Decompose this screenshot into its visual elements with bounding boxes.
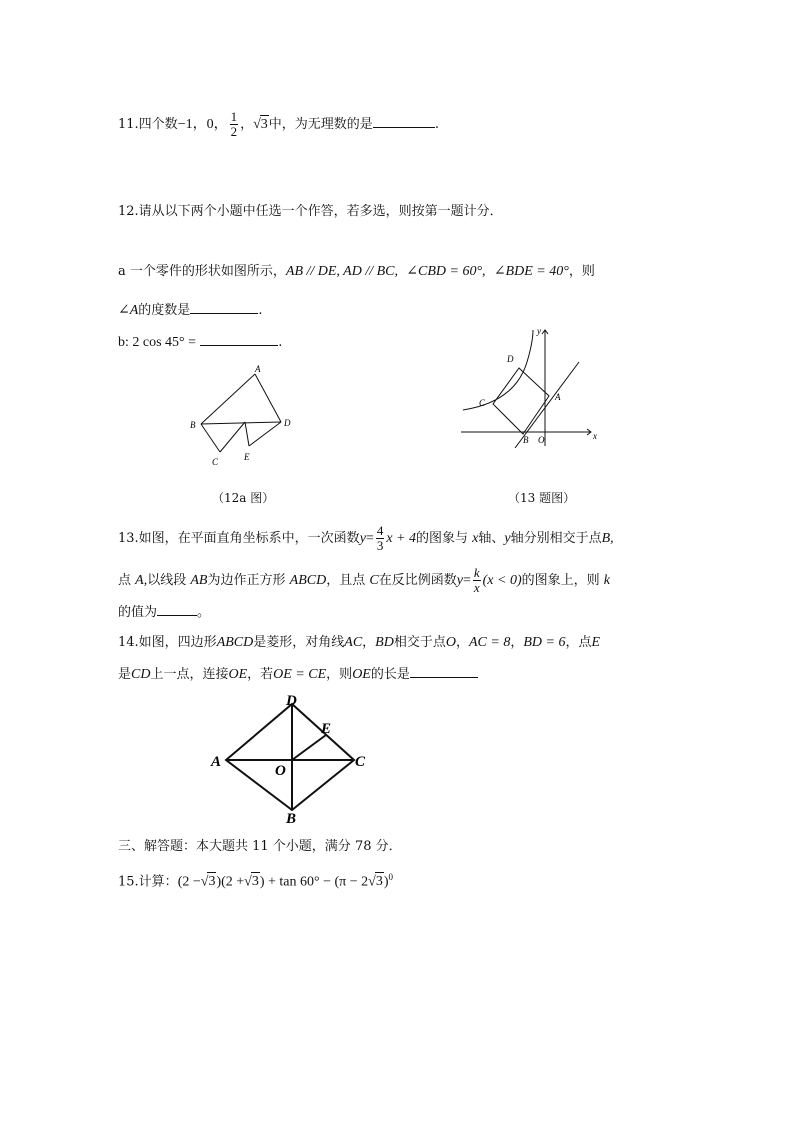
q14-l1-d: 相交于点: [393, 635, 446, 650]
q11-suffix: 中，为无理数的是: [268, 117, 373, 132]
q13-square: ABCD: [289, 573, 327, 588]
q12a-angle2: ∠BDE = 40°: [493, 264, 569, 279]
q14-oece: OE = CE: [273, 667, 327, 682]
q13-l3: 的值为: [118, 605, 158, 620]
q13-x-axis-name: x: [472, 531, 479, 546]
q11-sqrt-symbol: √: [253, 117, 261, 132]
fig13-hyperbola: [463, 330, 533, 410]
fig12a-edge-bd: [201, 422, 281, 424]
q14-bd6: BD = 6: [523, 635, 566, 650]
q13-answer-blank[interactable]: [157, 603, 197, 616]
q14-l1-g: ，点: [565, 635, 592, 650]
q13-y2: y: [456, 573, 463, 588]
q14-l1-e: ，: [455, 635, 469, 650]
fig13-label-x: x: [593, 431, 597, 441]
q14-l1-b: 是菱形，对角线: [253, 635, 345, 650]
fig13-label-a: A: [555, 392, 561, 402]
fig12a-edge-c-notch: [220, 422, 245, 452]
q14-l2-c: ，若: [247, 667, 274, 682]
fig14-label-c: C: [355, 754, 366, 770]
fig12a-label-d: D: [284, 418, 291, 428]
fig14-rhombus: [226, 704, 354, 810]
q13-expr: x + 4: [386, 531, 416, 546]
q13-cond: (x < 0): [482, 573, 522, 588]
q13-l2-a: 点: [118, 573, 132, 588]
q13-k-over-x: [473, 566, 481, 595]
fig14-label-b: B: [286, 811, 297, 824]
q15-sqrt3-arg: 3: [375, 874, 383, 890]
fig12a-edge-ad: [255, 374, 281, 422]
fig13-label-o: O: [538, 435, 545, 445]
q15-prefix: 15.计算：: [118, 874, 178, 890]
q14-o: O: [445, 635, 456, 650]
q12a-then: ，则: [568, 264, 595, 279]
q15-p4: ): [383, 874, 389, 890]
fig12a-edge-ab: [201, 374, 255, 424]
q12-intro: 12.请从以下两个小题中任选一个作答，若多选，则按第一题计分．: [118, 204, 503, 219]
q12a-angle-a: ∠A: [118, 303, 139, 318]
fig14-label-o: O: [275, 763, 286, 779]
q15-line: [118, 868, 393, 891]
q15-sqrt1-symbol: √: [200, 874, 209, 890]
q11-prefix: 11.四个数: [118, 117, 178, 132]
q12b-answer-blank[interactable]: [200, 333, 278, 346]
fig12a-edge-notch-e: [245, 422, 249, 446]
fig12a-edge-bc: [201, 424, 220, 452]
q12a-cond1: AB // DE, AD // BC,: [285, 264, 399, 279]
q13-l1-d: 轴分别相交于点: [510, 531, 602, 546]
q14-l1-a: 14.如图，四边形: [118, 635, 217, 650]
q14-oe: OE: [228, 667, 248, 682]
q13-l1-a: 13.如图，在平面直角坐标系中，一次函数: [118, 531, 360, 546]
q15-sqrt2-arg: 3: [251, 874, 259, 890]
fig14-label-e: E: [321, 721, 332, 737]
q15-exponent: 0: [388, 872, 393, 882]
q12a-line1: [118, 263, 595, 281]
fig12a-edge-de: [249, 422, 281, 446]
q14-l2-e: 的长是: [370, 667, 410, 682]
fig12a-label-c: C: [212, 457, 219, 467]
q13-l2-e: 在反比例函数: [378, 573, 457, 588]
q14-line2: [118, 665, 478, 684]
q13-line1: [118, 524, 614, 553]
q13-point-a: A,: [135, 573, 148, 588]
q14-ac8: AC = 8: [469, 635, 511, 650]
q13-l2-b: 以线段: [147, 573, 187, 588]
fig13-label-b: B: [523, 435, 529, 445]
fig14-label-a: A: [211, 754, 222, 770]
q11-end: .: [434, 117, 439, 132]
fig12a-label-b: B: [190, 420, 196, 430]
q12b-text: b: 2 cos 45° =: [118, 335, 197, 350]
q12b-end: .: [278, 335, 283, 350]
q11-nums: −1，0，: [177, 117, 228, 132]
q13-frac-num: 4: [376, 523, 384, 538]
q14-oe2: OE: [352, 667, 371, 682]
q13-point-b: B,: [601, 531, 614, 546]
q13-seg-ab: AB: [190, 573, 208, 588]
q13-line3: [118, 603, 210, 622]
q13-eq: =: [365, 531, 374, 546]
q15-sqrt3-symbol: √: [368, 874, 376, 890]
q11-line: [118, 110, 439, 139]
q11-sep: ，: [240, 117, 254, 132]
q13-point-c: C: [369, 573, 379, 588]
q12a-line2: [118, 301, 262, 320]
q13-l2-c: 为边作正方形: [207, 573, 286, 588]
figure-13: [455, 322, 605, 448]
q13-l1-b: 的图象与: [415, 531, 468, 546]
section-3-heading: 三、解答题：本大题共 11 个小题，满分 78 分．: [118, 839, 402, 854]
figure-14: [208, 692, 378, 824]
q13-k-num: k: [473, 565, 480, 580]
q13-l3-end: 。: [197, 605, 211, 620]
fig13-label-d: D: [507, 354, 514, 364]
q12a-answer-blank[interactable]: [190, 301, 258, 314]
q11-half-num: 1: [230, 109, 238, 124]
figure-12a: [185, 362, 305, 472]
q12a-line2-text: 的度数是: [138, 303, 191, 318]
q13-l2-f: 的图象上，则: [521, 573, 600, 588]
q14-line1: [118, 634, 600, 652]
q14-cd: CD: [131, 667, 151, 682]
fig12a-label-e: E: [244, 452, 250, 462]
q14-ac: AC: [344, 635, 363, 650]
q12a-end: .: [258, 303, 263, 318]
fig13-caption: （13 题图）: [508, 491, 576, 505]
fig13-square-abcd: [493, 368, 549, 434]
q13-kvar: k: [603, 573, 610, 588]
q15-sqrt2-symbol: √: [244, 874, 252, 890]
fig14-label-d: D: [286, 693, 297, 709]
q13-line2: [118, 566, 610, 595]
q15-p3: ) + tan 60° − (π − 2: [259, 874, 369, 890]
fig12a-label-a: A: [255, 364, 261, 374]
q11-half-fraction: [230, 110, 239, 139]
q14-l2-d: ，则: [326, 667, 353, 682]
q13-y-axis-name: y: [504, 531, 511, 546]
fig13-label-c: C: [479, 398, 486, 408]
q12b-line: [118, 333, 282, 352]
q13-frac-den: 3: [376, 538, 384, 553]
q13-l1-c: 轴、: [478, 531, 505, 546]
q15-sqrt1-arg: 3: [208, 874, 216, 890]
fig12a-caption: （12a 图）: [212, 491, 275, 505]
q13-l2-d: ，且点: [326, 573, 366, 588]
q15-p1: (2 −: [177, 874, 201, 890]
q15-p2: )(2 +: [216, 874, 245, 890]
q14-bd: BD: [375, 635, 394, 650]
q12a-angle1: ∠CBD = 60°,: [406, 264, 486, 279]
q14-l1-f: ，: [510, 635, 524, 650]
q14-e: E: [591, 635, 601, 650]
q14-answer-blank[interactable]: [410, 665, 478, 678]
q13-eq2: =: [462, 573, 471, 588]
fig13-label-y: y: [537, 326, 541, 336]
q11-sqrt-arg: 3: [260, 117, 268, 132]
q14-l2-b: 上一点，连接: [150, 667, 229, 682]
q14-l2-a: 是: [118, 667, 132, 682]
q11-answer-blank[interactable]: [373, 115, 435, 128]
q11-half-den: 2: [230, 124, 238, 139]
q14-l1-c: ，: [362, 635, 376, 650]
q14-abcd: ABCD: [216, 635, 254, 650]
q12a-prefix: a 一个零件的形状如图所示，: [118, 264, 286, 279]
q13-fraction: [376, 524, 385, 553]
fig14-segment-oe: [292, 735, 326, 760]
q13-y: y: [359, 531, 366, 546]
q13-x-den: x: [473, 580, 480, 595]
